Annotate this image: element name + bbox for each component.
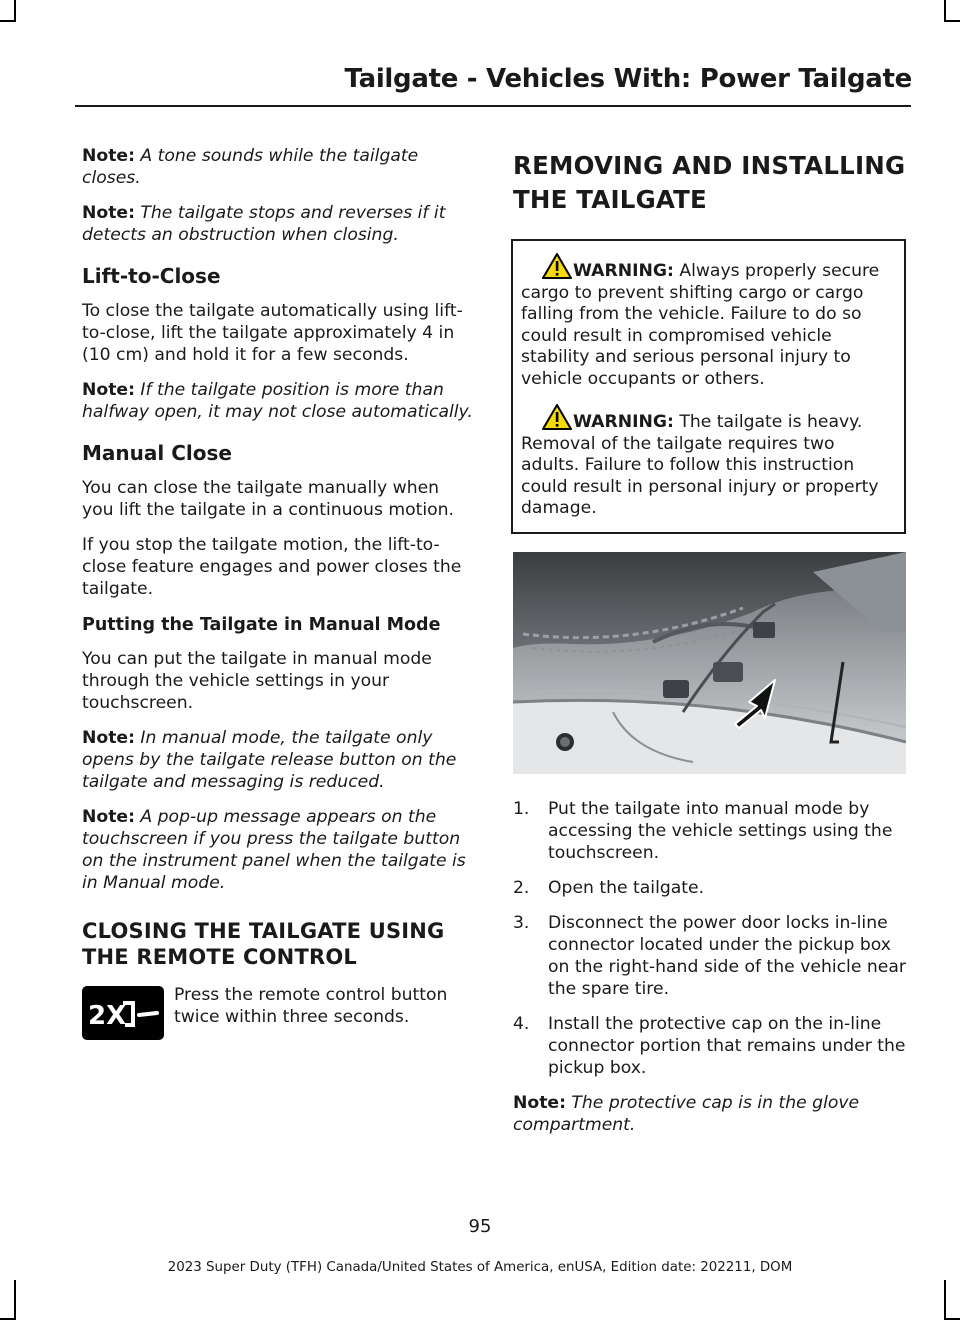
crop-mark bbox=[0, 20, 16, 22]
edition-footer: 2023 Super Duty (TFH) Canada/United States of America, enUSA, Edition date: 202211, DOM bbox=[167, 1260, 793, 1275]
step-text: Open the tailgate. bbox=[548, 877, 705, 898]
title-rule bbox=[75, 105, 911, 107]
note-label: Note: bbox=[82, 380, 135, 400]
warning-label: WARNING: bbox=[573, 261, 674, 281]
warning-cargo bbox=[521, 253, 896, 390]
note-reverse bbox=[82, 202, 475, 246]
warning-box bbox=[511, 239, 906, 534]
note-text: The tailgate stops and reverses if it detects an obstruction when closing. bbox=[82, 203, 446, 245]
note-protective-cap bbox=[513, 1092, 906, 1136]
heading-removing-tailgate: REMOVING AND INSTALLING THE TAILGATE bbox=[513, 151, 906, 214]
note-popup bbox=[82, 806, 475, 894]
warning-triangle-icon bbox=[521, 253, 573, 279]
warning-heavy bbox=[521, 404, 896, 520]
crop-mark bbox=[944, 0, 946, 22]
crop-mark bbox=[944, 1280, 946, 1320]
note-text: The protective cap is in the glove compartment. bbox=[513, 1092, 860, 1135]
step-number: 4. bbox=[513, 1013, 530, 1034]
heading-manual-close: Manual Close bbox=[82, 441, 232, 465]
page-title: Tailgate - Vehicles With: Power Tailgate bbox=[344, 64, 912, 94]
crop-mark bbox=[14, 1280, 16, 1320]
note-label: Note: bbox=[82, 728, 135, 748]
note-label: Note: bbox=[82, 807, 135, 827]
heading-remote-close: CLOSING THE TAILGATE USING THE REMOTE CONTROL bbox=[82, 919, 445, 969]
step-item bbox=[513, 798, 906, 864]
remote-tailgate-2x-icon bbox=[82, 986, 164, 1040]
removal-steps bbox=[513, 798, 906, 1079]
note-halfway bbox=[82, 379, 475, 423]
step-text: Disconnect the power door locks in-line connector located under the pickup box on the right-hand side of the vehicle near the spare tire. bbox=[548, 912, 906, 999]
heading-lift-to-close: Lift-to-Close bbox=[82, 264, 221, 288]
paragraph-manual-mode: You can put the tailgate in manual mode through the vehicle settings in your touchscreen. bbox=[82, 649, 432, 713]
note-label: Note: bbox=[82, 146, 135, 166]
warning-text: Always properly secure cargo to prevent shifting cargo or cargo falling from the vehicle. Failure to do so could result in compromised vehicle stability and serious personal injury to vehicle occupants or others. bbox=[521, 261, 880, 389]
crop-mark bbox=[0, 1318, 16, 1320]
step-number: 3. bbox=[513, 912, 530, 933]
note-label: Note: bbox=[82, 203, 135, 223]
warning-text: The tailgate is heavy. Removal of the tailgate requires two adults. Failure to follow this instruction could result in personal injury or property damage. bbox=[521, 412, 879, 518]
note-text: A pop-up message appears on the touchscreen if you press the tailgate button on the instrument panel when the tailgate is in Manual mode. bbox=[82, 807, 466, 893]
warning-triangle-icon bbox=[521, 404, 573, 430]
note-text: In manual mode, the tailgate only opens by the tailgate release button on the tailgate and messaging is reduced. bbox=[82, 728, 457, 792]
remote-instruction bbox=[82, 984, 475, 1040]
paragraph-lift-to-close: To close the tailgate automatically using lift-to-close, lift the tailgate approximately 4 in (10 cm) and hold it for a few seconds. bbox=[82, 301, 463, 365]
step-text: Put the tailgate into manual mode by accessing the vehicle settings using the touchscreen. bbox=[548, 798, 893, 863]
warning-label: WARNING: bbox=[573, 412, 674, 432]
paragraph-remote: Press the remote control button twice within three seconds. bbox=[174, 985, 448, 1027]
step-number: 1. bbox=[513, 798, 530, 819]
note-text: A tone sounds while the tailgate closes. bbox=[82, 146, 419, 188]
step-item bbox=[513, 877, 906, 899]
step-item bbox=[513, 912, 906, 1000]
paragraph-manual-close-1: You can close the tailgate manually when you lift the tailgate in a continuous motion. bbox=[82, 478, 455, 520]
step-item bbox=[513, 1013, 906, 1079]
paragraph-manual-close-2: If you stop the tailgate motion, the lift-to-close feature engages and power closes the tailgate. bbox=[82, 535, 462, 599]
note-manual-mode bbox=[82, 727, 475, 793]
crop-mark bbox=[14, 0, 16, 22]
note-tone bbox=[82, 145, 475, 189]
crop-mark bbox=[944, 1318, 960, 1320]
step-text: Install the protective cap on the in-line connector portion that remains under the pickup box. bbox=[548, 1013, 906, 1078]
note-label: Note: bbox=[513, 1092, 566, 1113]
step-number: 2. bbox=[513, 877, 530, 898]
note-text: If the tailgate position is more than halfway open, it may not close automatically. bbox=[82, 380, 473, 422]
left-column bbox=[82, 145, 475, 1040]
heading-manual-mode: Putting the Tailgate in Manual Mode bbox=[82, 615, 441, 635]
connector-location-illustration bbox=[513, 552, 906, 774]
crop-mark bbox=[944, 20, 960, 22]
remote-icon-label: 2X bbox=[88, 1001, 127, 1031]
right-column bbox=[513, 145, 906, 1149]
page-number: 95 bbox=[468, 1216, 492, 1237]
